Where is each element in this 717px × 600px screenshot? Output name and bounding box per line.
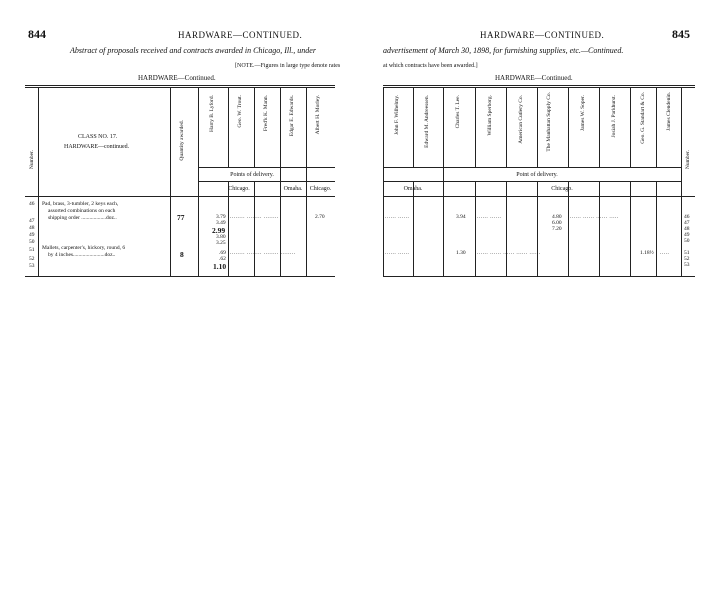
delivery-chicago-2: Chicago. xyxy=(309,186,332,192)
row-number: 51 xyxy=(684,250,690,256)
bidder-trout: Geo. W. Trout. xyxy=(237,95,243,128)
row-number: 47 xyxy=(684,220,690,226)
note-left: [NOTE.—Figures in large type denote rates xyxy=(235,63,341,69)
price-cell: 2.70 xyxy=(315,214,325,220)
row-number: 47 xyxy=(29,218,35,224)
table-top-rule-left xyxy=(25,85,335,86)
row-number: 48 xyxy=(684,226,690,232)
row-number: 52 xyxy=(29,256,35,262)
points-of-delivery-left: Points of delivery. xyxy=(230,172,274,178)
qty-padlock: 77 xyxy=(177,213,185,222)
bidder-lyford: Harry B. Lyford. xyxy=(209,95,215,132)
row-number: 52 xyxy=(684,256,690,262)
points-of-delivery-right: Point of delivery. xyxy=(516,172,558,178)
header-bottom-rule-left xyxy=(25,196,335,197)
note-right: at which contracts have been awarded.] xyxy=(383,63,478,69)
class-subtitle: HARDWARE—continued. xyxy=(64,144,130,150)
table-top-rule-right xyxy=(383,85,695,86)
page-number-left: 844 xyxy=(28,27,46,41)
delivery-omaha-right: Omaha. xyxy=(403,186,423,192)
class-title: CLASS NO. 17. xyxy=(78,134,118,140)
row-number: 50 xyxy=(29,239,35,245)
row-number: 46 xyxy=(684,214,690,220)
number-label-right: Number. xyxy=(685,150,691,170)
running-head-right: HARDWARE—CONTINUED. xyxy=(480,30,605,40)
bidder-lee: Charles T. Lee. xyxy=(455,95,461,129)
bidder-clendenin: James Clendenin. xyxy=(666,92,672,131)
price-cell: 3.49 xyxy=(216,220,226,226)
qty-mallet: 8 xyxy=(180,250,184,259)
delivery-omaha-left: Omaha. xyxy=(283,186,303,192)
row-number: 46 xyxy=(29,201,35,207)
price-cell-awarded: 1.10 xyxy=(213,262,227,271)
price-cell: .69 xyxy=(219,250,226,256)
bidder-morley: Albert H. Morley. xyxy=(315,95,321,135)
price-cell: 3.25 xyxy=(216,240,226,246)
price-cell: 3.80 xyxy=(216,234,226,240)
item-padlock-line1: Pad, brass, 3-tumbler, 2 keys each, xyxy=(42,201,119,207)
quantity-label: Quantity awarded. xyxy=(179,120,185,161)
section-right: HARDWARE—Continued. xyxy=(495,74,573,82)
bidder-parkhurst: Josiah J. Parkhurst. xyxy=(611,95,617,138)
number-label-left: Number. xyxy=(29,150,35,170)
item-mallet-line2: by 4 inches.......................doz.. xyxy=(48,252,116,258)
bidder-wilhelmy: John F. Wilhelmy. xyxy=(394,95,400,135)
item-padlock-line3: shipping order ..................doz.. xyxy=(48,215,117,221)
item-padlock-line2: assorted combinations on each xyxy=(48,208,116,214)
row-number: 49 xyxy=(684,232,690,238)
table-top-rule-left-2 xyxy=(25,87,335,88)
table-bottom-rule-left xyxy=(25,276,335,277)
price-cell: 3.94 xyxy=(456,214,466,220)
price-cell: 3.79 xyxy=(216,214,226,220)
price-cell: 4.80 xyxy=(552,214,562,220)
page-number-right: 845 xyxy=(672,27,690,41)
delivery-chicago-1: Chicago. xyxy=(228,186,250,192)
price-cell: 1.18½ xyxy=(640,250,654,256)
delivery-chicago-right: Chicago. xyxy=(551,186,573,192)
row-number: 48 xyxy=(29,225,35,231)
running-head-left: HARDWARE—CONTINUED. xyxy=(178,30,303,40)
bidder-mann: Fred'k K. Mann. xyxy=(263,95,269,132)
item-mallet-line1: Mallets, carpenter's, hickory, round, 6 xyxy=(42,245,126,251)
row-number: 50 xyxy=(684,238,690,244)
price-cell: 1.30 xyxy=(456,250,466,256)
row-number: 51 xyxy=(29,247,35,253)
row-number: 49 xyxy=(29,232,35,238)
section-left: HARDWARE—Continued. xyxy=(138,74,216,82)
price-cell: 6.00 xyxy=(552,220,562,226)
price-cell-awarded: 2.99 xyxy=(212,226,226,235)
bidder-standart: Geo. G. Standart & Co. xyxy=(640,92,646,144)
bidder-andreessen: Edward M. Andreessen. xyxy=(424,95,430,148)
bidder-american-cutlery: American Cutlery Co. xyxy=(518,95,524,144)
bidder-soper: James W. Soper. xyxy=(580,95,586,132)
bidder-sperborg: William Sperborg. xyxy=(487,95,493,136)
bidder-manhattan-supply: The Manhattan Supply Co. xyxy=(546,92,552,152)
row-number: 53 xyxy=(29,263,35,269)
bidder-edwards: Edgar E. Edwards. xyxy=(289,95,295,137)
caption-left: Abstract of proposals received and contracts awarded in Chicago, Ill., under xyxy=(70,46,316,55)
caption-right: advertisement of March 30, 1898, for furnishing supplies, etc.—Continued. xyxy=(383,46,624,55)
price-cell: 7.20 xyxy=(552,226,562,232)
price-cell: .62 xyxy=(219,256,226,262)
row-number: 53 xyxy=(684,262,690,268)
